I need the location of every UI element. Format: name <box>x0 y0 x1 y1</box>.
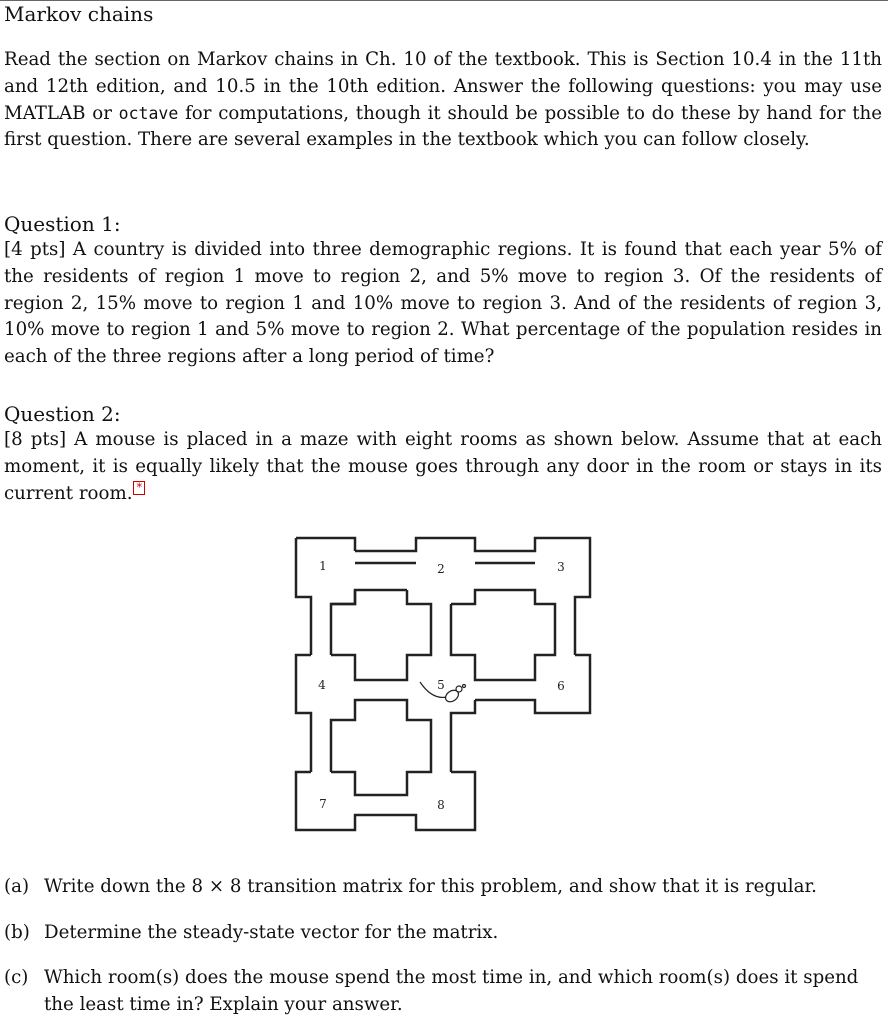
block-a <box>331 590 431 680</box>
intro-text-2: for computations, though it should be possible to do these by hand for the first question. There are several examples in the textbook which you can follow closely. <box>4 102 882 151</box>
question-2-text: [8 pts] A mouse is placed in a maze with eight rooms as shown below. Assume that at each moment, it is equally likely that the mouse goes through any door in the room or stays in its current room. <box>4 429 882 504</box>
part-a-text: Write down the 8 × 8 transition matrix for this problem, and show that it is regular. <box>44 876 817 897</box>
part-b <box>4 919 882 946</box>
room-label-5: 5 <box>437 678 445 692</box>
room-1-inner <box>331 590 407 655</box>
block-c <box>331 700 431 795</box>
room-label-4: 4 <box>318 678 326 692</box>
page-title: Markov chains <box>4 2 154 26</box>
intro-text-1: Read the section on Markov chains in Ch. 10 of the textbook. This is Section 10.4 in the 11th and 12th edition, and 10.5 in the 10th edition. Answer the following questions: you may use MATLAB or <box>4 49 882 124</box>
room-label-2: 2 <box>437 562 445 576</box>
room-label-3: 3 <box>557 560 565 574</box>
annotation-marker[interactable]: * <box>133 481 145 495</box>
maze-diagram <box>262 522 622 840</box>
question-2-heading: Question 2: <box>4 402 121 426</box>
block-b <box>451 590 555 680</box>
part-b-text: Determine the steady-state vector for the matrix. <box>44 922 499 943</box>
part-c <box>4 964 882 1018</box>
room-label-6: 6 <box>557 679 565 693</box>
room-6-walls <box>475 655 590 713</box>
part-b-label: (b) <box>4 922 30 943</box>
part-a-label: (a) <box>4 876 30 897</box>
question-2-paragraph <box>4 427 882 507</box>
part-a <box>4 873 882 900</box>
intro-paragraph <box>4 47 882 154</box>
top-rule <box>0 0 888 1</box>
question-1-text: [4 pts] A country is divided into three demographic regions. It is found that each year 5% of the residents of region 1 move to region 2, and 5% move to region 3. Of the residents of region 2, 15% move to region 1 and 10% move to region 3. And of the residents of region 3, 10% move to region 1 and 5% move to region 2. What percentage of the population resides in each of the three regions after a long period of time? <box>4 239 882 368</box>
room-4-walls <box>296 655 311 772</box>
part-c-label: (c) <box>4 967 29 988</box>
room-1-walls <box>296 538 355 655</box>
room-label-1: 1 <box>319 559 327 573</box>
part-c-text: Which room(s) does the mouse spend the most time in, and which room(s) does it spend the least time in? Explain your answer. <box>44 967 859 1015</box>
room-label-8: 8 <box>437 798 445 812</box>
intro-code: octave <box>118 103 179 123</box>
room-label-7: 7 <box>319 797 327 811</box>
question-1-heading: Question 1: <box>4 212 121 236</box>
corridor-5-8 <box>451 700 475 772</box>
